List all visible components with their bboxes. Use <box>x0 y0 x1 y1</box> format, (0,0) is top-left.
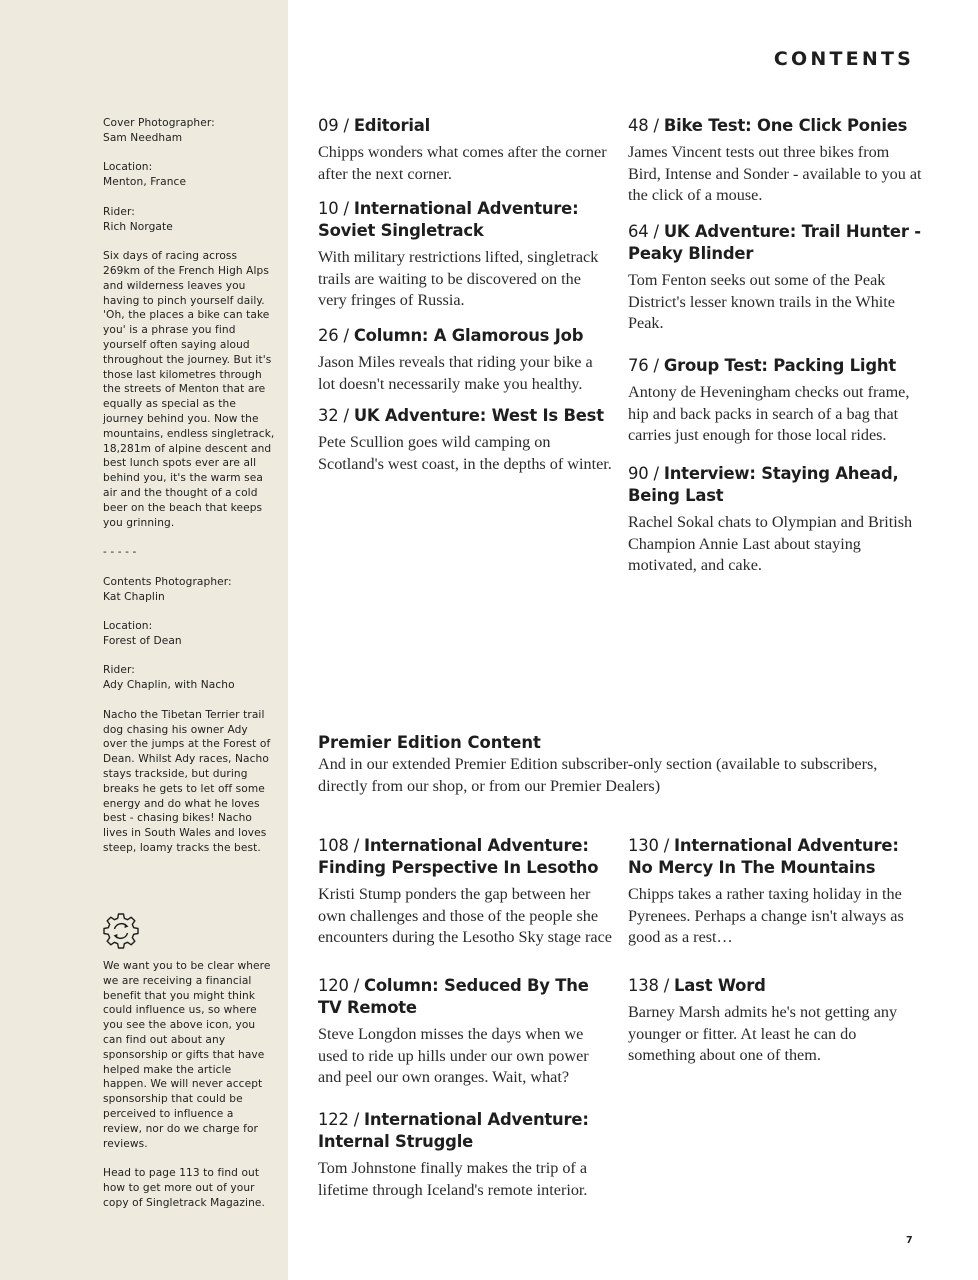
cover-credits <box>103 116 275 856</box>
article-description: Tom Johnstone finally makes the trip of a lifetime through Iceland's remote interior. <box>318 1159 588 1199</box>
page-number: 7 <box>906 1235 913 1246</box>
article-description: Pete Scullion goes wild camping on Scotland's west coast, in the depths of winter. <box>318 433 612 473</box>
article-heading: 32 / UK Adventure: West Is Best <box>318 406 604 425</box>
disclosure-block <box>103 959 275 1211</box>
article-west-is-best[interactable] <box>318 405 613 475</box>
contents-caption: Nacho the Tibetan Terrier trail dog chasing his owner Ady over the jumps at the Forest of Dean. Whilst Ady races, Nacho stays trackside, but during breaks he gets to let off some energy and do what he loves best - chasing bikes! Nacho lives in South Wales and loves steep, loamy tracks the best. <box>103 708 271 855</box>
article-glamorous-job[interactable] <box>318 325 613 395</box>
article-description: Tom Fenton seeks out some of the Peak District's lesser known trails in the White Peak. <box>628 271 895 333</box>
article-last-word[interactable] <box>628 975 923 1067</box>
article-staying-ahead[interactable] <box>628 463 923 577</box>
article-description: Kristi Stump ponders the gap between her own challenges and those of the people she encounters during the Lesotho Sky stage race <box>318 885 612 947</box>
premier-intro: And in our extended Premier Edition subscriber-only section (available to subscribers, directly from our shop, or from our Premier Dealers) <box>318 755 878 795</box>
cover-location: Location: Menton, France <box>103 161 187 189</box>
article-heading: 76 / Group Test: Packing Light <box>628 356 896 375</box>
article-heading: 120 / Column: Seduced By The TV Remote <box>318 976 589 1017</box>
article-internal-struggle[interactable] <box>318 1109 613 1201</box>
article-heading: 138 / Last Word <box>628 976 766 995</box>
sponsorship-gear-icon <box>101 911 141 951</box>
article-heading: 64 / UK Adventure: Trail Hunter - Peaky Blinder <box>628 222 921 263</box>
divider: - - - - - <box>103 546 137 559</box>
article-description: With military restrictions lifted, singletrack trails are waiting to be discovered on the very fringes of Russia. <box>318 248 599 310</box>
page-title: CONTENTS <box>773 48 914 70</box>
article-editorial[interactable] <box>318 115 613 185</box>
premier-heading: Premier Edition Content <box>318 733 541 752</box>
article-description: James Vincent tests out three bikes from Bird, Intense and Sonder - available to you at the click of a mouse. <box>628 143 922 205</box>
article-description: Barney Marsh admits he's not getting any younger or fitter. At least he can do something about one of them. <box>628 1003 898 1065</box>
article-one-click-ponies[interactable] <box>628 115 923 207</box>
contents-photographer: Contents Photographer: Kat Chaplin <box>103 575 232 603</box>
article-trail-hunter[interactable] <box>628 221 923 335</box>
contents-rider: Rider: Ady Chaplin, with Nacho <box>103 664 235 692</box>
contents-location: Location: Forest of Dean <box>103 620 182 647</box>
cover-photographer: Cover Photographer: Sam Needham <box>103 117 215 144</box>
article-packing-light[interactable] <box>628 355 923 447</box>
article-heading: 48 / Bike Test: One Click Ponies <box>628 116 908 135</box>
premier-section <box>318 732 928 797</box>
article-description: Antony de Heveningham checks out frame, hip and back packs in search of a bag that carries just enough for those local rides. <box>628 383 910 445</box>
article-heading: 122 / International Adventure: Internal Struggle <box>318 1110 589 1151</box>
article-heading: 26 / Column: A Glamorous Job <box>318 326 584 345</box>
article-tv-remote[interactable] <box>318 975 613 1089</box>
article-heading: 130 / International Adventure: No Mercy In The Mountains <box>628 836 899 877</box>
article-description: Steve Longdon misses the days when we used to ride up hills under our own power and peel our own oranges. Wait, what? <box>318 1025 589 1087</box>
cover-rider: Rider: Rich Norgate <box>103 205 173 233</box>
article-no-mercy[interactable] <box>628 835 923 949</box>
article-heading: 90 / Interview: Staying Ahead, Being Last <box>628 464 899 505</box>
article-description: Chipps wonders what comes after the corner after the next corner. <box>318 143 607 183</box>
head-to-text: Head to page 113 to find out how to get more out of your copy of Singletrack Magazine. <box>103 1167 265 1209</box>
article-soviet-singletrack[interactable] <box>318 198 613 312</box>
article-description: Jason Miles reveals that riding your bike a lot doesn't necessarily make you healthy. <box>318 353 593 393</box>
article-lesotho[interactable] <box>318 835 613 949</box>
article-heading: 10 / International Adventure: Soviet Singletrack <box>318 199 579 240</box>
article-description: Rachel Sokal chats to Olympian and British Champion Annie Last about staying motivated, and cake. <box>628 513 913 575</box>
disclosure-text: We want you to be clear where we are receiving a financial benefit that you might think could influence us, so where you see the above icon, you can find out about any sponsorship or gifts that have helped make the article happen. We will never accept sponsorship that could be perceived to influence a review, nor do we charge for reviews. <box>103 960 271 1150</box>
article-description: Chipps takes a rather taxing holiday in the Pyrenees. Perhaps a change isn't always as good as a rest… <box>628 885 904 947</box>
cover-caption: Six days of racing across 269km of the French High Alps and wilderness leaves you having to pinch yourself daily. 'Oh, the places a bike can take you' is a phrase you find yourself often saying aloud throughout the journey. But it's those last kilometres through the streets of Menton that are equally as special as the journey behind you. Now the mountains, endless singletrack, 18,281m of alpine descent and best lunch spots ever are all behind you, it's the warm sea air and the thought of a cold beer on the beach that keeps you grinning. <box>103 250 275 529</box>
article-heading: 09 / Editorial <box>318 116 431 135</box>
article-heading: 108 / International Adventure: Finding Perspective In Lesotho <box>318 836 599 877</box>
